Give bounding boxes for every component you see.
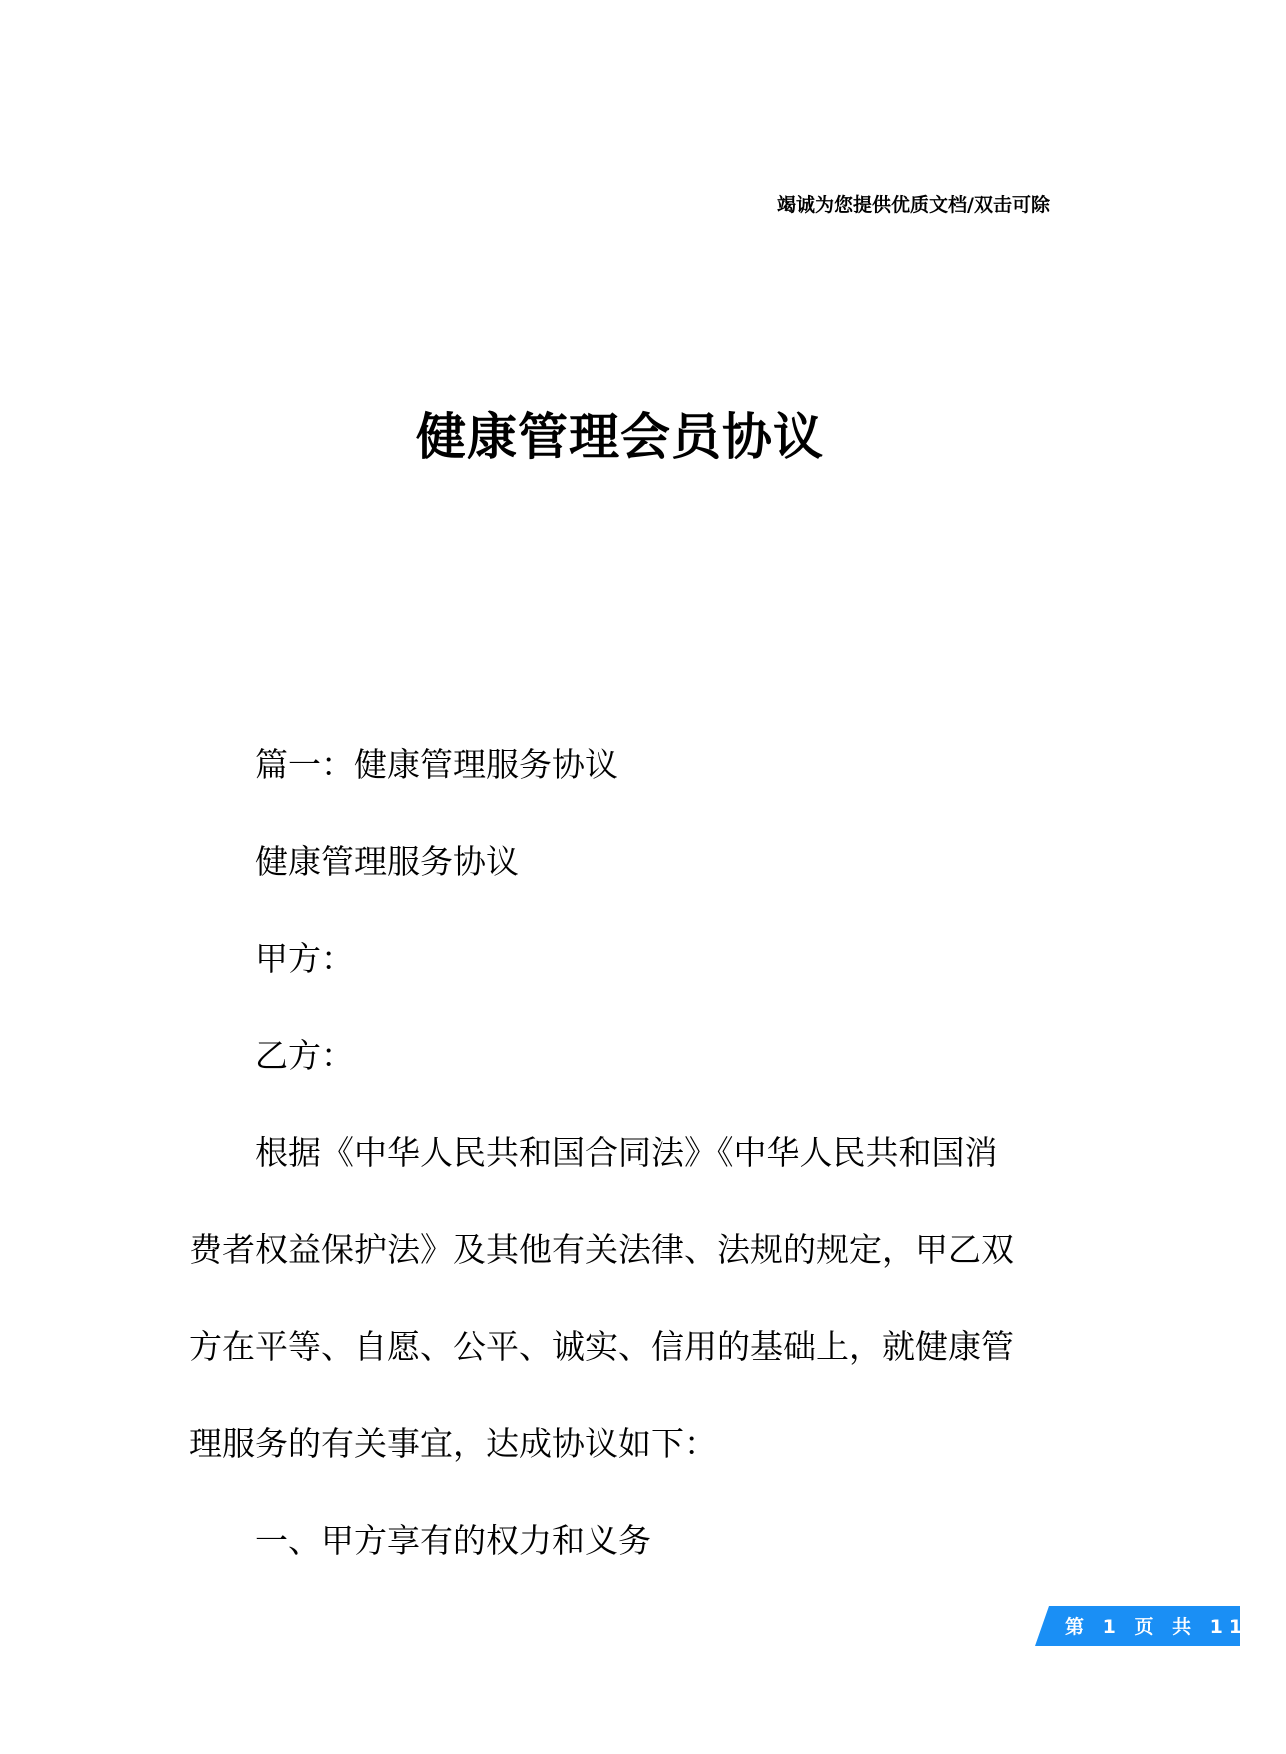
paragraph-line: 篇一：健康管理服务协议: [255, 745, 618, 784]
paragraph-line: 费者权益保护法》及其他有关法律、法规的规定，甲乙双: [189, 1230, 1014, 1269]
header-note: 竭诚为您提供优质文档/双击可除: [777, 194, 1050, 216]
paragraph-line: 甲方：: [255, 939, 354, 978]
paragraph-line: 方在平等、自愿、公平、诚实、信用的基础上，就健康管: [189, 1327, 1014, 1366]
page-number-label: 第 1 页 共 11 页: [1065, 1616, 1286, 1638]
paragraph-line: 理服务的有关事宜，达成协议如下：: [189, 1424, 717, 1463]
document-body: [189, 740, 1019, 1613]
paragraph-line: 根据《中华人民共和国合同法》《中华人民共和国消: [255, 1133, 998, 1172]
paragraph-line: 健康管理服务协议: [255, 842, 519, 881]
page-number-tab: [1035, 1606, 1286, 1646]
paragraph-line: 乙方：: [255, 1036, 354, 1075]
paragraph-line: 一、甲方享有的权力和义务: [255, 1521, 651, 1560]
document-title: 健康管理会员协议: [416, 408, 824, 466]
